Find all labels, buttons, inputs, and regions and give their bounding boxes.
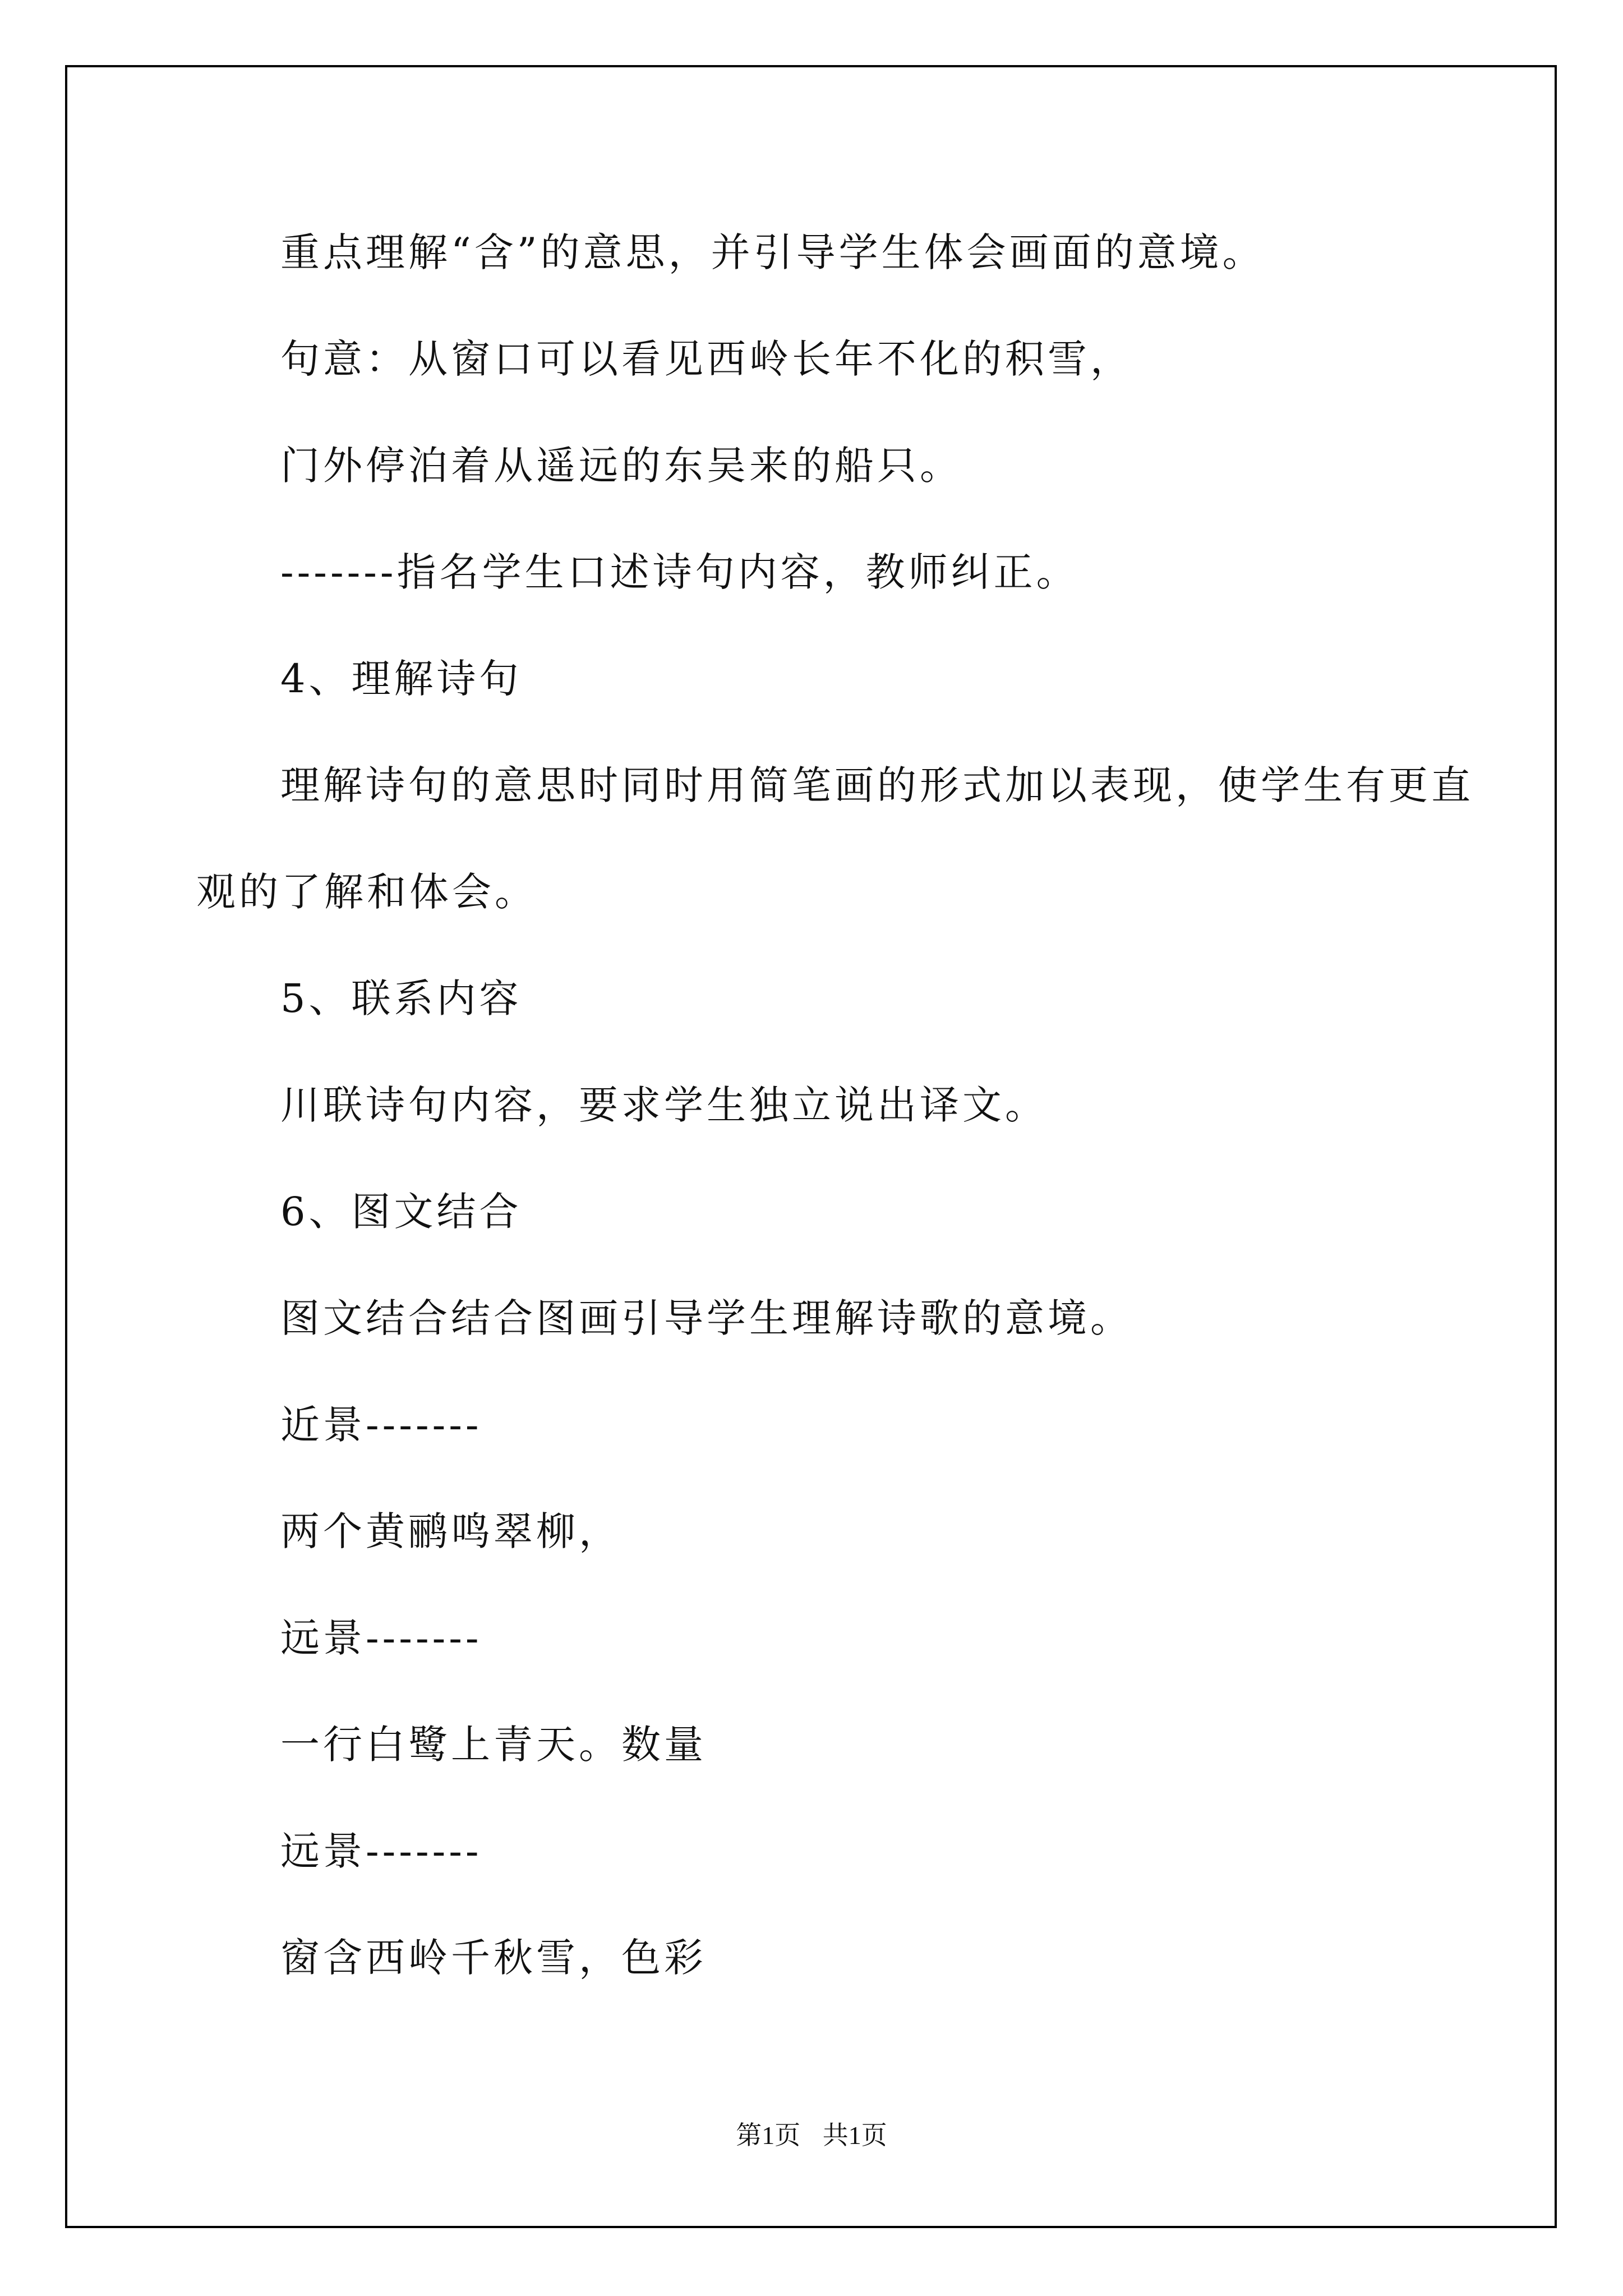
paragraph-12: 近景-------	[280, 1402, 482, 1448]
page-number: 第1页	[736, 2121, 801, 2150]
heading-6: 6、图文结合	[280, 1189, 522, 1235]
page-total: 共1页	[822, 2121, 887, 2150]
page-footer	[0, 2115, 1623, 2152]
heading-5: 5、联系内容	[280, 976, 522, 1022]
paragraph-2: 句意：从窗口可以看见西岭长年不化的积雪，	[280, 336, 1133, 382]
paragraph-13: 两个黄鹂鸣翠柳，	[280, 1508, 621, 1554]
paragraph-4: -------指名学生口述诗句内容，教师纠正。	[280, 549, 1079, 595]
paragraph-3: 门外停泊着从遥远的东吴来的船只。	[280, 443, 962, 489]
paragraph-6: 理解诗句的意思时同时用简笔画的形式加以表现，使学生有更直	[280, 762, 1474, 808]
paragraph-9: 川联诗句内容，要求学生独立说出译文。	[280, 1082, 1048, 1128]
paragraph-11: 图文结合结合图画引导学生理解诗歌的意境。	[280, 1295, 1133, 1341]
paragraph-1: 重点理解“含”的意思，并引导学生体会画面的意境。	[280, 229, 1265, 275]
paragraph-17: 窗含西岭千秋雪，色彩	[280, 1935, 707, 1981]
page-border	[65, 65, 1557, 2228]
paragraph-15: 一行白鹭上青天。数量	[280, 1722, 707, 1768]
paragraph-7: 观的了解和体会。	[196, 869, 537, 915]
paragraph-14: 远景-------	[280, 1615, 482, 1661]
heading-4: 4、理解诗句	[280, 656, 522, 702]
paragraph-16: 远景-------	[280, 1828, 482, 1874]
